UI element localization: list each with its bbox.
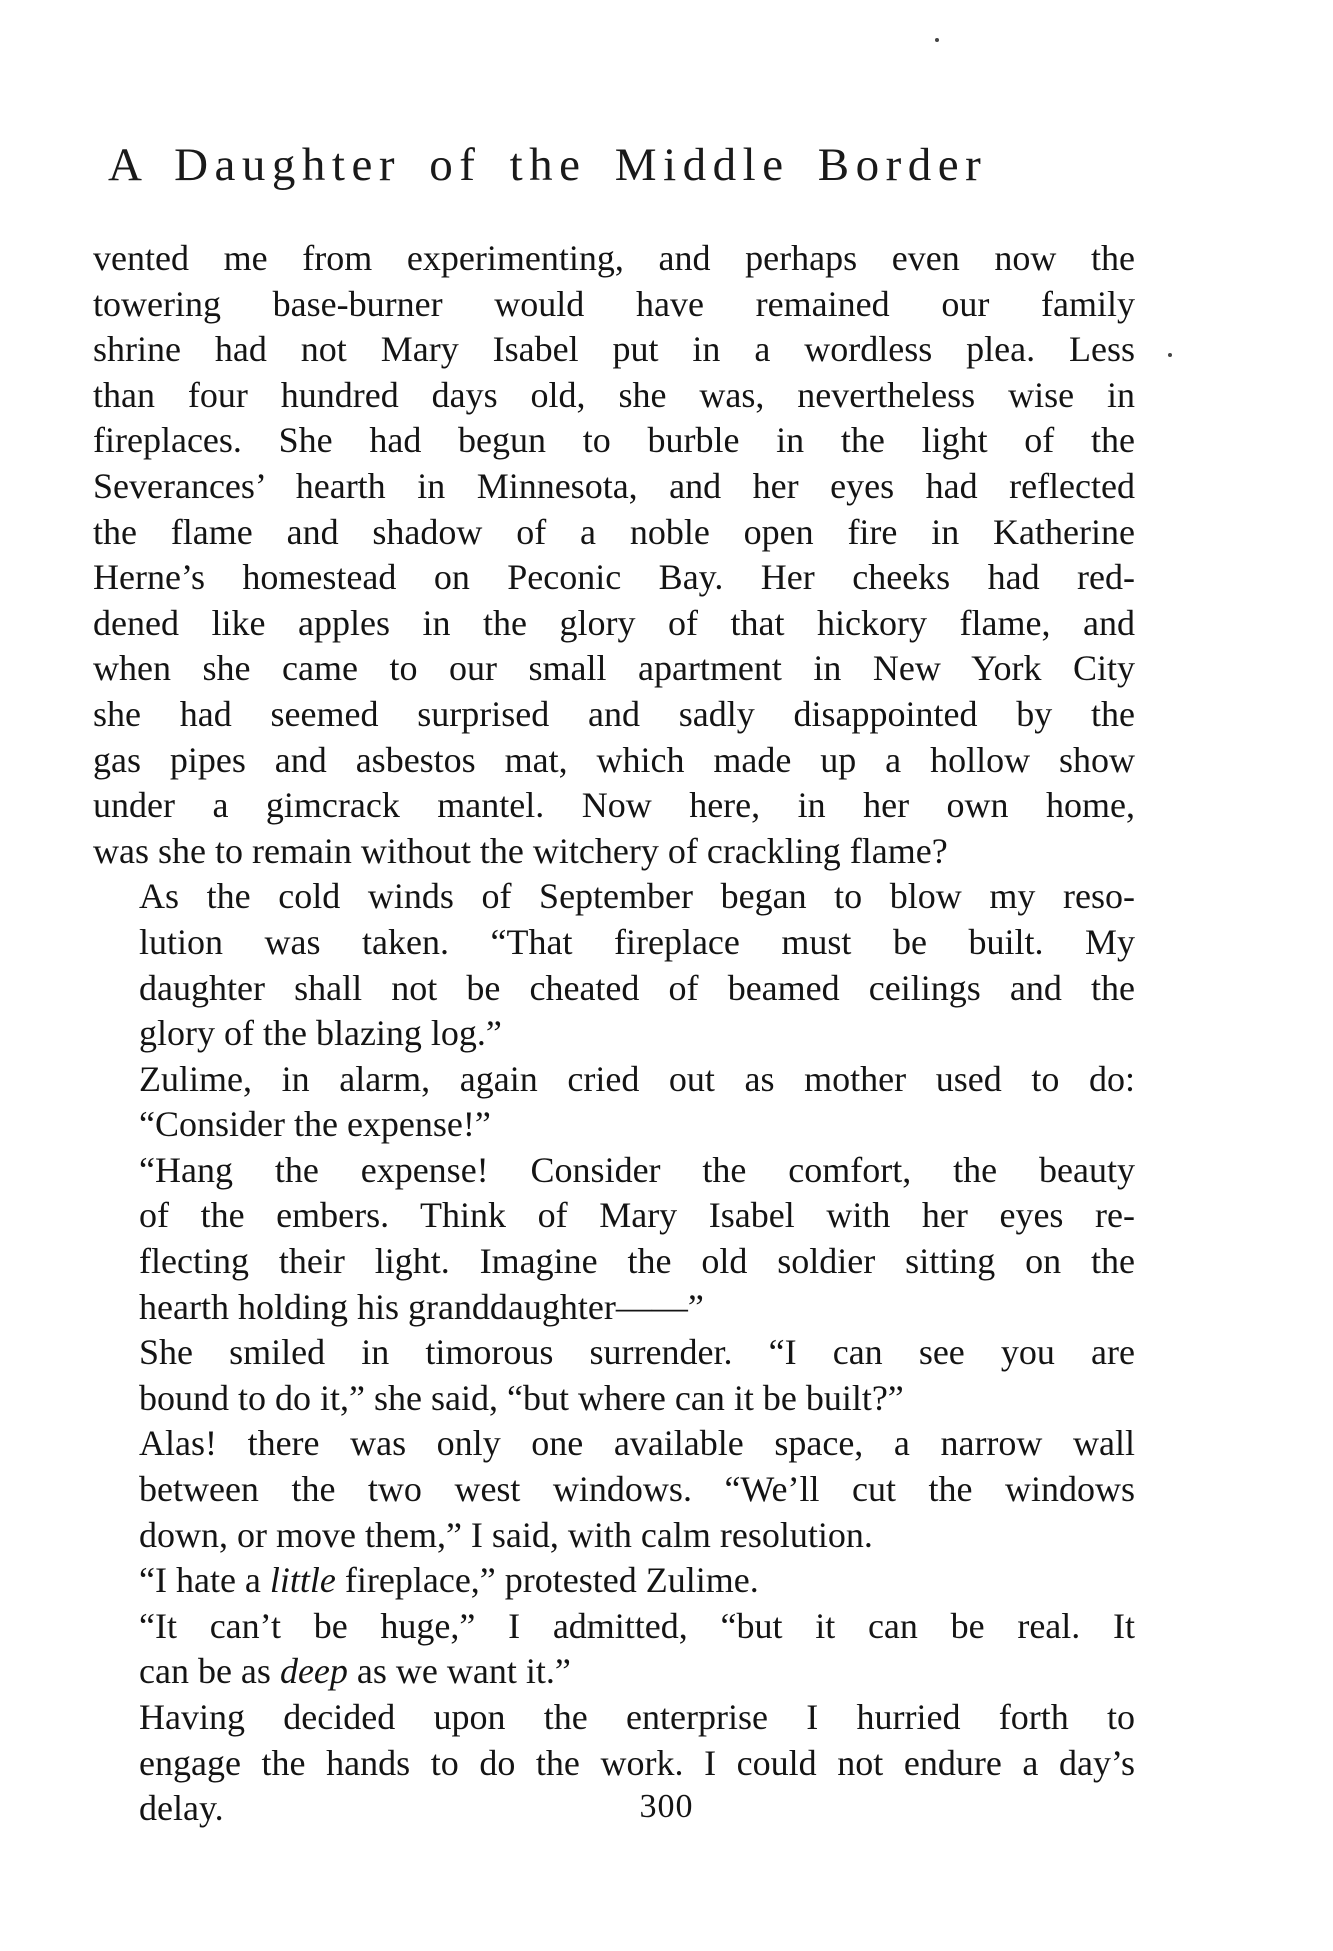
text-line: vented me from experimenting, and perhaps even now the (93, 238, 1135, 278)
body-text (93, 236, 1135, 1832)
text-line: Alas! there was only one available space, a narrow wall (139, 1423, 1135, 1464)
text-line: daughter shall not be cheated of beamed ceilings and the (139, 967, 1135, 1008)
text-line: “I hate a little fireplace,” protested Zulime. (139, 1560, 759, 1601)
text-line: bound to do it,” she said, “but where can it be built?” (139, 1377, 904, 1418)
text-line: “Hang the expense! Consider the comfort, the beauty (139, 1149, 1135, 1190)
text-line: engage the hands to do the work. I could not endure a day’s (139, 1742, 1135, 1783)
text-line: fireplaces. She had begun to burble in the light of the (93, 420, 1135, 461)
paragraph (93, 1604, 1135, 1695)
text-line: towering base-burner would have remained our family (93, 283, 1135, 324)
text-line: As the cold winds of September began to blow my reso- (139, 876, 1135, 917)
text-line: gas pipes and asbestos mat, which made up a hollow show (93, 739, 1135, 780)
text-line: “Consider the expense!” (139, 1104, 491, 1145)
text-line: when she came to our small apartment in New York City (93, 648, 1135, 689)
text-line: Having decided upon the enterprise I hurried forth to (139, 1697, 1135, 1737)
scan-speck (935, 38, 939, 42)
paragraph (93, 1558, 1135, 1604)
paragraph (93, 1057, 1135, 1148)
text-line: than four hundred days old, she was, nevertheless wise in (93, 374, 1135, 415)
text-line: She smiled in timorous surrender. “I can see you are (139, 1332, 1135, 1373)
text-line: flecting their light. Imagine the old soldier sitting on the (139, 1241, 1135, 1282)
text-line: the flame and shadow of a noble open fire in Katherine (93, 511, 1135, 552)
text-line: down, or move them,” I said, with calm resolution. (139, 1514, 873, 1555)
text-line: shrine had not Mary Isabel put in a wordless plea. Less (93, 329, 1135, 370)
text-line: under a gimcrack mantel. Now here, in her own home, (93, 785, 1135, 826)
text-line: delay. (139, 1788, 224, 1829)
paragraph (93, 1330, 1135, 1421)
text-line: lution was taken. “That fireplace must be built. My (139, 921, 1135, 962)
text-line: between the two west windows. “We’ll cut the windows (139, 1469, 1135, 1510)
emphasis: little (269, 1560, 336, 1601)
text-line: can be as deep as we want it.” (139, 1651, 571, 1692)
text-line: Severances’ hearth in Minnesota, and her eyes had reflected (93, 465, 1135, 506)
text-line: Zulime, in alarm, again cried out as mother used to do: (139, 1058, 1135, 1099)
text-line: “It can’t be huge,” I admitted, “but it can be real. It (139, 1605, 1135, 1646)
running-head: A Daughter of the Middle Border (108, 139, 988, 191)
text-line: dened like apples in the glory of that hickory flame, and (93, 602, 1135, 643)
paragraph (93, 236, 1135, 874)
text-line: was she to remain without the witchery of crackling flame? (93, 830, 948, 871)
emphasis: deep (279, 1651, 348, 1692)
text-line: glory of the blazing log.” (139, 1013, 502, 1054)
text-line: she had seemed surprised and sadly disappointed by the (93, 693, 1135, 734)
text-line: of the embers. Think of Mary Isabel with her eyes re- (139, 1195, 1135, 1236)
text-line: Herne’s homestead on Peconic Bay. Her cheeks had red- (93, 557, 1135, 598)
paragraph (93, 874, 1135, 1056)
paragraph (93, 1421, 1135, 1558)
paragraph (93, 1148, 1135, 1330)
page-number: 300 (639, 1788, 694, 1825)
scan-speck (1168, 353, 1172, 357)
text-line: hearth holding his granddaughter——” (139, 1286, 704, 1327)
